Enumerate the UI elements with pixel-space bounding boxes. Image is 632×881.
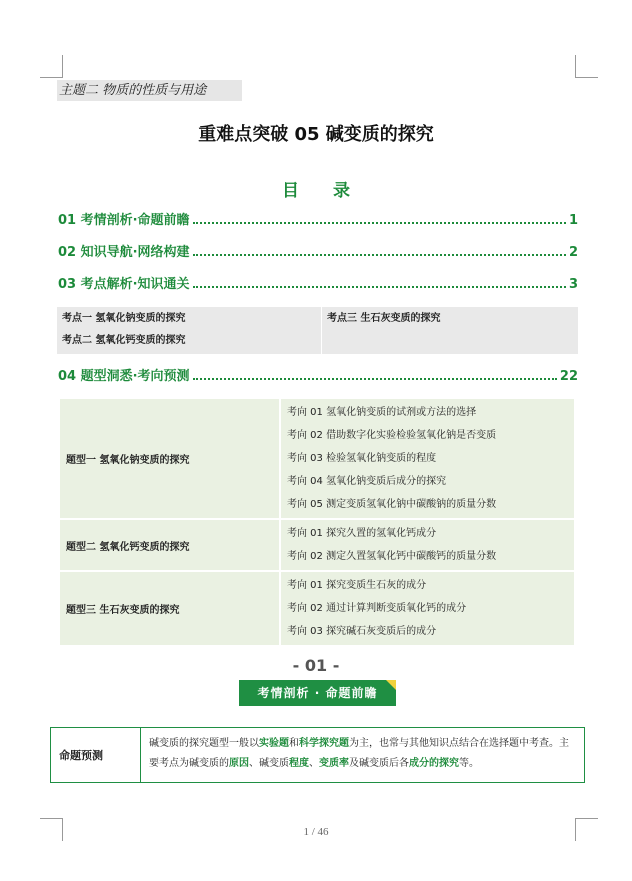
knowledge-point[interactable]: 考点二 氢氧化钙变质的探究 <box>62 335 186 346</box>
crop-mark-top-left <box>40 55 63 78</box>
question-type-name[interactable]: 题型一 氢氧化钠变质的探究 <box>60 399 279 518</box>
question-types-table <box>58 397 576 647</box>
toc-leader <box>193 378 557 380</box>
prediction-highlight: 成分的探究 <box>409 758 459 769</box>
toc-leader <box>193 254 566 256</box>
direction-list <box>281 572 574 645</box>
direction-list <box>281 520 574 570</box>
toc-entry-label: 03 考点解析·知识通关 <box>58 277 190 292</box>
table-row <box>60 520 574 570</box>
prediction-highlight: 实验题 <box>259 738 289 749</box>
section-banner-label: 考情剖析 · 命题前瞻 <box>257 686 378 700</box>
toc-entry[interactable] <box>58 242 578 260</box>
prediction-text-part: 、碱变质 <box>249 758 289 769</box>
prediction-highlight: 科学探究题 <box>299 738 349 749</box>
toc-leader <box>193 222 566 224</box>
question-type-name[interactable]: 题型二 氢氧化钙变质的探究 <box>60 520 279 570</box>
toc-entry-page: 1 <box>568 213 578 228</box>
toc-entry-page: 3 <box>568 277 578 292</box>
page-title: 重难点突破 05 碱变质的探究 <box>198 124 434 145</box>
knowledge-point[interactable]: 考点三 生石灰变质的探究 <box>327 313 441 324</box>
prediction-label: 命题预测 <box>51 728 141 782</box>
prediction-text-part: 碱变质的探究题型一般以 <box>149 738 259 749</box>
toc-entry-page: 22 <box>559 369 578 384</box>
direction-item[interactable]: 考向 02 测定久置氢氧化钙中碳酸钙的质量分数 <box>287 551 497 562</box>
prediction-text <box>141 728 584 782</box>
toc-entry-label: 02 知识导航·网络构建 <box>58 245 190 260</box>
direction-item[interactable]: 考向 02 借助数字化实验检验氢氧化钠是否变质 <box>287 430 497 441</box>
page-number: 1 / 46 <box>303 826 329 838</box>
toc-leader <box>193 286 566 288</box>
knowledge-point[interactable]: 考点一 氢氧化钠变质的探究 <box>62 313 186 324</box>
banner-corner-flag <box>386 680 396 690</box>
toc-entry[interactable] <box>58 210 578 228</box>
question-type-name[interactable]: 题型三 生石灰变质的探究 <box>60 572 279 645</box>
prediction-highlight: 变质率 <box>319 758 349 769</box>
prediction-text-part: 及碱变质后各 <box>349 758 409 769</box>
section-number: - 01 - <box>292 656 340 675</box>
crop-mark-top-right <box>575 55 598 78</box>
prediction-highlight: 程度 <box>289 758 309 769</box>
direction-item[interactable]: 考向 01 探究变质生石灰的成分 <box>287 580 427 591</box>
prediction-text-part: 、 <box>309 758 319 769</box>
knowledge-points-right <box>322 307 578 354</box>
direction-item[interactable]: 考向 01 探究久置的氢氧化钙成分 <box>287 528 437 539</box>
section-banner <box>239 680 396 706</box>
prediction-text-part: 为主，也常与其他知识点结合在选择题中考查。主要考点为碱变质的 <box>149 738 569 769</box>
toc-entry[interactable] <box>58 274 578 292</box>
knowledge-points-left <box>57 307 322 354</box>
direction-item[interactable]: 考向 01 氢氧化钠变质的试剂或方法的选择 <box>287 407 477 418</box>
toc-entry-label: 01 考情剖析·命题前瞻 <box>58 213 190 228</box>
toc-entry[interactable] <box>58 366 578 384</box>
prediction-text-part: 和 <box>289 738 299 749</box>
toc-entry-page: 2 <box>568 245 578 260</box>
toc-heading: 目 录 <box>282 181 364 201</box>
prediction-highlight: 原因 <box>229 758 249 769</box>
direction-item[interactable]: 考向 02 通过计算判断变质氧化钙的成分 <box>287 603 467 614</box>
table-row <box>60 572 574 645</box>
toc-entry-label: 04 题型洞悉·考向预测 <box>58 369 190 384</box>
direction-item[interactable]: 考向 03 探究碱石灰变质后的成分 <box>287 626 437 637</box>
prediction-text-part: 等。 <box>459 758 479 769</box>
knowledge-points-box <box>57 307 578 354</box>
table-row <box>60 399 574 518</box>
topic-tag: 主题二 物质的性质与用途 <box>57 80 242 101</box>
direction-item[interactable]: 考向 04 氢氧化钠变质后成分的探究 <box>287 476 447 487</box>
direction-item[interactable]: 考向 05 测定变质氢氧化钠中碳酸钠的质量分数 <box>287 499 497 510</box>
direction-item[interactable]: 考向 03 检验氢氧化钠变质的程度 <box>287 453 437 464</box>
prediction-box <box>50 727 585 783</box>
direction-list <box>281 399 574 518</box>
